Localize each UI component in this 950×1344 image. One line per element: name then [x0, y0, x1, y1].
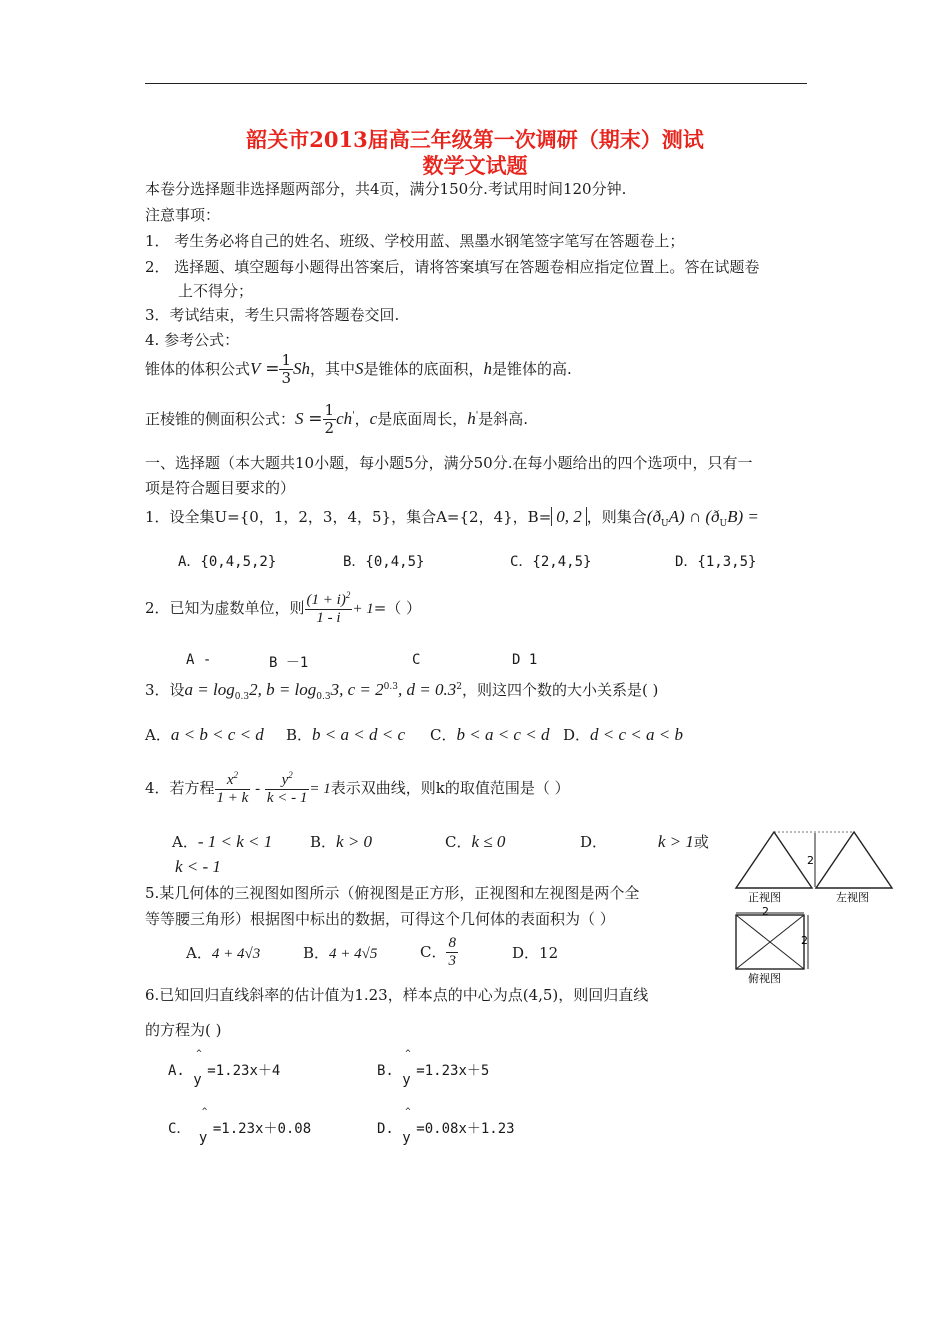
question-stem: 1．设全集U={0，1，2，3，4，5}，集合A={2，4}，B=	[145, 508, 552, 526]
front-view-label: 正视图	[748, 891, 781, 904]
option-label: A.	[168, 1063, 185, 1079]
text-segment: 是锥体的高.	[492, 359, 572, 378]
q5-option-d[interactable]: D．12	[512, 944, 559, 962]
math-var: S	[295, 408, 304, 428]
option-label: A．	[186, 944, 212, 962]
header-rule	[145, 83, 807, 84]
math-expr: a = log	[184, 680, 235, 699]
math-expr: , d = 0.3	[397, 680, 457, 699]
text-segment: ，其中	[309, 359, 355, 378]
q1-option-b[interactable]: B．{0,4,5}	[343, 554, 425, 570]
cone-volume-formula	[145, 352, 572, 388]
option-value: k > 0	[336, 832, 373, 851]
option-value: - 1 < k < 1	[197, 832, 273, 851]
math-expr: 3, c = 2	[330, 680, 384, 699]
option-value: k > 1	[657, 832, 694, 851]
math-expr: + 1	[352, 600, 374, 617]
option-label: B．	[303, 944, 330, 962]
q3-option-a[interactable]	[145, 724, 264, 745]
math-var: S	[355, 358, 364, 378]
option-label: C．	[168, 1121, 191, 1137]
math-op: =	[265, 358, 280, 379]
top-view	[736, 915, 804, 969]
hat-mark: ^	[405, 1107, 411, 1117]
notice-item-4: 4. 参考公式：	[145, 331, 240, 349]
fraction-denominator: 3	[448, 953, 456, 970]
text-segment: =（ ）	[373, 598, 422, 617]
fraction-numerator: 1	[281, 351, 291, 369]
q1-option-a[interactable]: A．{0,4,5,2}	[178, 554, 277, 570]
q3-option-c[interactable]	[430, 724, 549, 745]
question-2	[145, 590, 421, 628]
option-value: 4 + 4√5	[329, 946, 378, 962]
math-sub: U	[660, 519, 669, 529]
notice-item-1: 1． 考生务必将自己的姓名、班级、学校用蓝、黑墨水钢笔签字笔写在答题卷上；	[145, 232, 685, 250]
q4-option-d[interactable]	[580, 831, 709, 852]
question-4	[145, 770, 570, 808]
q6-option-a[interactable]	[168, 1049, 281, 1088]
option-label: B．	[310, 833, 337, 851]
option-value: k ≤ 0	[471, 832, 506, 851]
math-expr: (ð	[646, 507, 661, 526]
q4-option-c[interactable]	[445, 831, 505, 852]
q1-option-d[interactable]: D．{1,3,5}	[675, 554, 757, 570]
prime-mark: '	[352, 410, 355, 421]
option-value: =1.23x＋0.08	[212, 1121, 312, 1137]
q6-option-c[interactable]	[168, 1107, 312, 1146]
question-stem: 2．已知为虚数单位，则	[145, 598, 305, 617]
option-label: B．	[286, 726, 313, 744]
option-label: C．	[420, 942, 447, 961]
question-stem: 3．设	[145, 681, 185, 699]
option-value: b < a < d < c	[312, 725, 405, 744]
math-var: h	[467, 408, 476, 428]
fraction-numerator: 8	[446, 935, 458, 953]
option-value: d < c < a < b	[590, 725, 683, 744]
exponent: 2	[456, 682, 462, 692]
text-segment: 是斜高.	[478, 409, 528, 428]
math-var: y	[402, 1072, 411, 1088]
option-label: C．	[445, 833, 472, 851]
hat-mark: ^	[196, 1049, 202, 1059]
exponent: 2	[288, 770, 293, 780]
side-label: 2	[801, 934, 808, 947]
exponent: 2	[233, 770, 239, 780]
option-label: B.	[377, 1063, 394, 1079]
option-label: D．	[580, 833, 608, 851]
q3-option-b[interactable]	[286, 724, 405, 745]
text-segment: 表示双曲线，则k的取值范围是（ ）	[330, 778, 570, 797]
option-value: a < b < c < d	[170, 725, 264, 744]
fraction-numerator: y	[281, 772, 289, 788]
option-label: A．	[172, 833, 198, 851]
section-heading-cont: 项是符合题目要求的）	[145, 479, 296, 497]
option-value: =1.23x＋4	[207, 1063, 281, 1079]
q5-option-b[interactable]	[303, 942, 377, 963]
question-6: 6.已知回归直线斜率的估计值为1.23，样本点的中心为点(4,5)，则回归直线	[145, 986, 649, 1004]
question-6-cont: 的方程为( )	[145, 1021, 222, 1039]
exponent: 2	[345, 590, 351, 600]
width-label: 2	[762, 905, 769, 918]
hat-mark: ^	[201, 1107, 208, 1117]
math-var: y	[193, 1072, 202, 1088]
notice-item-3: 3．考试结束，考生只需将答题卷交回.	[145, 306, 400, 324]
math-expr: A) ∩ (ð	[668, 507, 720, 526]
text-segment: 是锥体的底面积，	[363, 359, 484, 378]
height-label: 2	[807, 854, 814, 867]
left-view	[816, 832, 892, 888]
text-segment: ，则集合	[586, 508, 647, 526]
math-sub: 0.3	[316, 692, 331, 702]
three-view-figure	[728, 826, 898, 991]
math-expr: Sh	[292, 358, 310, 378]
question-5-cont: 等等腰三角形）根据图中标出的数据，可得这个几何体的表面积为（ ）	[145, 910, 615, 928]
math-expr: ch	[336, 408, 353, 428]
intro-line: 本卷分选择题非选择题两部分，共4页，满分150分.考试用时间120分钟.	[145, 180, 627, 198]
math-expr: = 1	[309, 780, 331, 797]
math-op: -	[255, 780, 261, 797]
prime-mark: '	[475, 410, 479, 421]
fraction-numerator: 1	[324, 401, 335, 419]
fraction-numerator: x	[226, 772, 234, 788]
math-var: V	[250, 358, 261, 378]
fraction-denominator: 1 - i	[316, 610, 341, 627]
set-b: 0, 2	[551, 507, 587, 526]
math-op: =	[308, 408, 323, 429]
option-label: A．	[145, 726, 171, 744]
notice-item-2-cont: 上不得分；	[178, 282, 254, 300]
q4-option-d-cont: k < - 1	[175, 857, 221, 876]
q2-option-a[interactable]: A -	[186, 652, 212, 668]
exam-title: 韶关市2013届高三年级第一次调研（期末）测试	[246, 127, 704, 152]
q3-option-d[interactable]	[563, 724, 683, 745]
math-sub: U	[719, 519, 728, 529]
question-stem: 4．若方程	[145, 778, 215, 797]
q2-option-b[interactable]: B －1	[269, 655, 309, 671]
section-heading: 一、选择题（本大题共10小题，每小题5分，满分50分.在每小题给出的四个选项中，只有一	[145, 454, 753, 472]
math-expr: 2, b = log	[249, 680, 317, 699]
q5-option-a[interactable]	[186, 942, 260, 963]
q4-option-b[interactable]	[310, 831, 372, 852]
fraction-numerator: (1 + i)	[306, 592, 346, 608]
exam-subtitle: 数学文试题	[422, 153, 528, 178]
math-sub: 0.3	[234, 692, 250, 702]
option-label: C．	[430, 726, 457, 744]
front-view	[736, 832, 812, 888]
option-value: =0.08x＋1.23	[416, 1121, 515, 1137]
math-var: y	[198, 1130, 208, 1146]
option-label: D．	[563, 726, 591, 744]
exponent: 0.3	[383, 682, 398, 692]
q4-option-a[interactable]	[172, 831, 272, 852]
text-segment: 或	[693, 833, 709, 851]
text-segment: ，则这四个数的大小关系是( )	[461, 681, 659, 699]
top-view-label: 俯视图	[748, 972, 781, 985]
question-3	[145, 679, 658, 702]
option-label: D.	[377, 1121, 394, 1137]
option-value: b < a < c < d	[456, 725, 550, 744]
fraction-denominator: 3	[281, 369, 291, 388]
option-value: =1.23x＋5	[416, 1063, 490, 1079]
left-view-label: 左视图	[836, 891, 869, 904]
text-segment: 是底面周长，	[377, 409, 468, 428]
q5-option-c[interactable]	[420, 935, 458, 971]
q6-option-b[interactable]	[377, 1049, 490, 1088]
notice-heading: 注意事项：	[145, 206, 221, 224]
pyramid-area-formula: 正棱锥的侧面积公式：S = $\frac{1}{2}$ ch'，c是底面周长，h'是斜高.	[145, 401, 528, 438]
hat-mark: ^	[405, 1049, 411, 1059]
option-value: 4 + 4√3	[211, 946, 261, 962]
fraction-denominator: k < - 1	[266, 790, 308, 807]
formula-label: 正棱锥的侧面积公式：	[145, 409, 296, 428]
math-expr: B) =	[727, 507, 759, 526]
notice-item-2: 2． 选择题、填空题每小题得出答案后，请将答案填写在答题卷相应指定位置上。答在试题卷	[145, 258, 760, 276]
fraction-denominator: 1 + k	[216, 790, 249, 807]
q2-option-d[interactable]: D 1	[512, 652, 538, 668]
q1-option-c[interactable]: C．{2,4,5}	[510, 554, 592, 570]
math-var: y	[402, 1130, 411, 1146]
question-5: 5.某几何体的三视图如图所示（俯视图是正方形，正视图和左视图是两个全	[145, 884, 640, 902]
q6-option-d[interactable]	[377, 1107, 515, 1146]
formula-label: 锥体的体积公式	[145, 359, 251, 378]
question-1	[145, 506, 759, 529]
math-var: h	[483, 358, 493, 378]
q2-option-c[interactable]: C	[412, 652, 421, 668]
fraction-denominator: 2	[324, 419, 335, 438]
math-var: c	[369, 408, 378, 428]
